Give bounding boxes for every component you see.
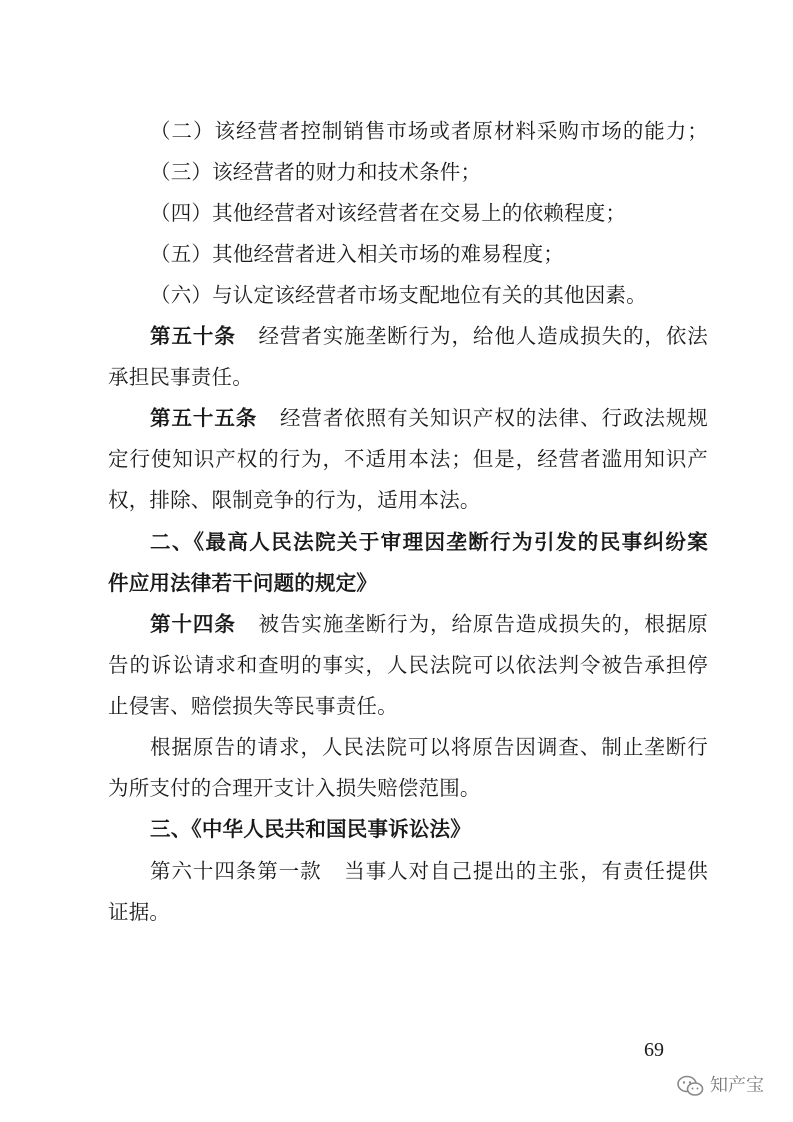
article-55-heading: 第五十五条 — [150, 406, 258, 430]
page-number: 69 — [644, 1039, 664, 1061]
section-2-title-line-2: 件应用法律若干问题的规定》 — [108, 571, 378, 595]
wechat-icon — [676, 1075, 704, 1097]
article-55-continuation-2: 权，排除、限制竞争的行为，适用本法。 — [108, 488, 481, 512]
paragraph-costs-line-1: 根据原告的请求，人民法院可以将原告因调查、制止垄断行 — [150, 735, 708, 759]
list-item-2: （二）该经营者控制销售市场或者原材料采购市场的能力； — [150, 119, 708, 143]
article-50-heading: 第五十条 — [150, 324, 236, 348]
article-14-text: 被告实施垄断行为，给原告造成损失的，根据原 — [257, 612, 708, 636]
watermark-text: 知产宝 — [710, 1075, 764, 1096]
article-14-continuation-2: 止侵害、赔偿损失等民事责任。 — [108, 694, 398, 718]
article-55-text: 经营者依照有关知识产权的法律、行政法规规 — [279, 406, 709, 430]
article-14-heading: 第十四条 — [150, 612, 236, 636]
article-50-text: 经营者实施垄断行为，给他人造成损失的，依法 — [257, 324, 708, 348]
article-50 — [150, 322, 708, 350]
article-64-heading: 第六十四条第一款 — [150, 859, 322, 883]
article-55-continuation-1: 定行使知识产权的行为，不适用本法；但是，经营者滥用知识产 — [108, 447, 708, 471]
list-item-5: （五）其他经营者进入相关市场的难易程度； — [150, 242, 564, 266]
article-14 — [150, 610, 708, 638]
paragraph-costs-line-2: 为所支付的合理开支计入损失赔偿范围。 — [108, 776, 481, 800]
list-item-6: （六）与认定该经营者市场支配地位有关的其他因素。 — [150, 283, 647, 307]
article-64 — [150, 857, 708, 885]
watermark — [676, 1074, 764, 1098]
article-64-text: 当事人对自己提出的主张，有责任提供 — [343, 859, 708, 883]
article-55 — [150, 404, 708, 432]
section-2-title-line-1: 二、《最高人民法院关于审理因垄断行为引发的民事纠纷案 — [150, 530, 708, 554]
article-64-continuation: 证据。 — [108, 900, 171, 924]
article-14-continuation-1: 告的诉讼请求和查明的事实，人民法院可以依法判令被告承担停 — [108, 653, 708, 677]
list-item-3: （三）该经营者的财力和技术条件； — [150, 160, 482, 184]
section-3-title: 三、《中华人民共和国民事诉讼法》 — [150, 817, 471, 841]
article-50-continuation: 承担民事责任。 — [108, 365, 253, 389]
list-item-4: （四）其他经营者对该经营者在交易上的依赖程度； — [150, 201, 627, 225]
